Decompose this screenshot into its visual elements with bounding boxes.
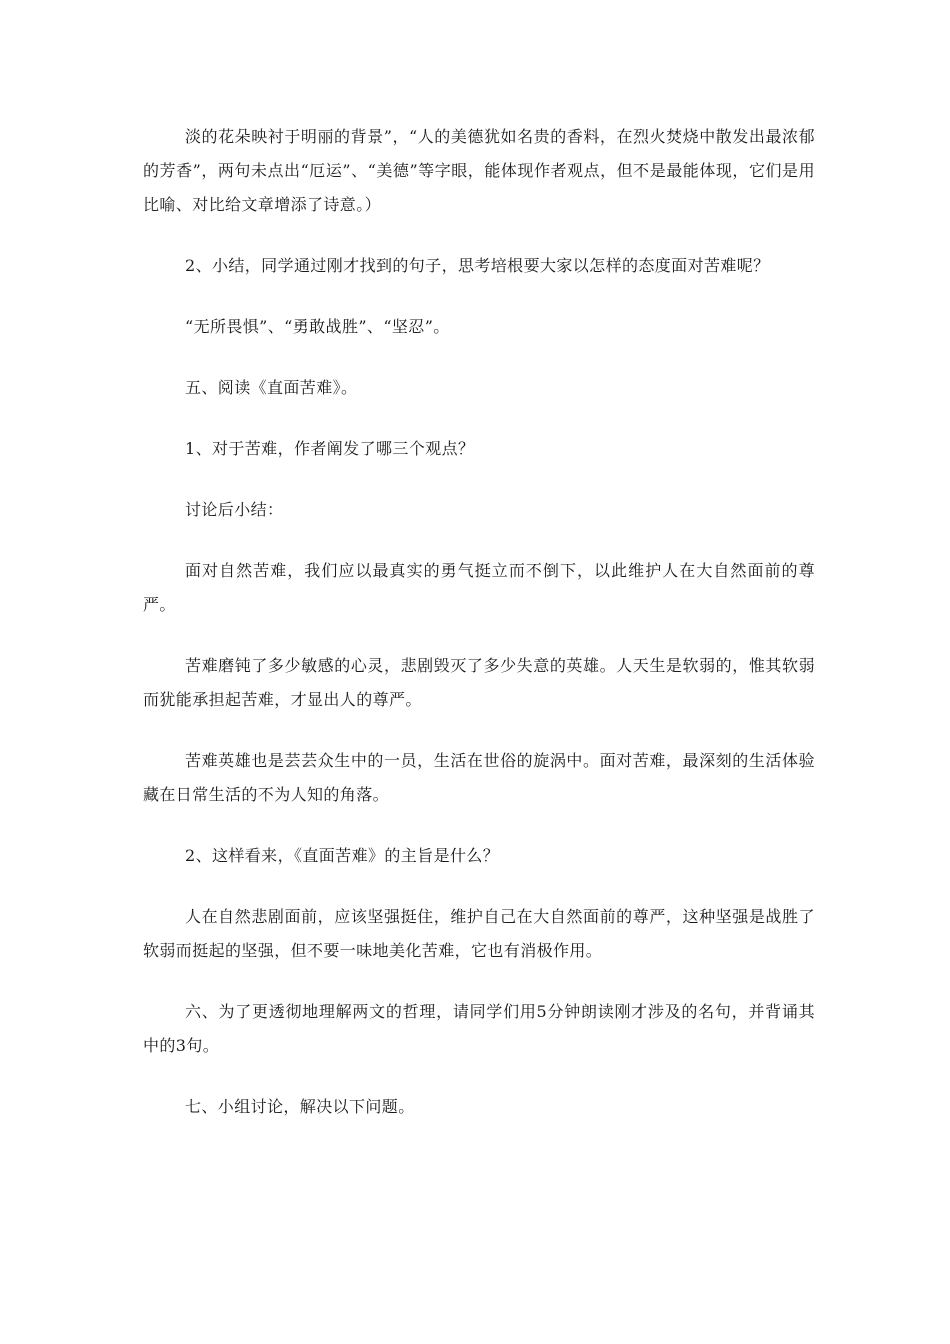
document-body xyxy=(143,120,815,1151)
paragraph-discussion-summary: 讨论后小结： xyxy=(185,500,284,519)
paragraph-question-viewpoints: 1、对于苦难，作者阐发了哪三个观点？ xyxy=(185,439,475,458)
section-heading-7: 七、小组讨论，解决以下问题。 xyxy=(185,1097,415,1116)
section-heading-6: 六、为了更透彻地理解两文的哲理，请同学们用5分钟朗读刚才涉及的名句，并背诵其中的3句。 xyxy=(143,1002,815,1055)
paragraph-viewpoint-1: 面对自然苦难，我们应以最真实的勇气挺立而不倒下，以此维护人在大自然面前的尊严。 xyxy=(143,561,815,614)
paragraph-theme-question: 2、这样看来，《直面苦难》的主旨是什么？ xyxy=(185,846,500,865)
paragraph-viewpoint-3: 苦难英雄也是芸芸众生中的一员，生活在世俗的旋涡中。面对苦难，最深刻的生活体验藏在日常生活的不为人知的角落。 xyxy=(143,751,815,804)
paragraph-summary-question: 2、小结，同学通过刚才找到的句子，思考培根要大家以怎样的态度面对苦难呢？ xyxy=(185,256,770,275)
paragraph-theme-answer: 人在自然悲剧面前，应该坚强挺住，维护自己在大自然面前的尊严，这种坚强是战胜了软弱而挺起的坚强，但不要一味地美化苦难，它也有消极作用。 xyxy=(143,907,815,960)
paragraph-quote-continuation: 淡的花朵映衬于明丽的背景”，“人的美德犹如名贵的香料，在烈火焚烧中散发出最浓郁的芳香”，两句未点出“厄运”、“美德”等字眼，能体现作者观点，但不是最能体现，它们是用比喻、对比给文章增添了诗意。） xyxy=(143,127,815,214)
paragraph-viewpoint-2: 苦难磨钝了多少敏感的心灵，悲剧毁灭了多少失意的英雄。人天生是软弱的，惟其软弱而犹能承担起苦难，才显出人的尊严。 xyxy=(143,656,815,709)
paragraph-attitude-answer: “无所畏惧”、“勇敢战胜”、“坚忍”。 xyxy=(185,317,450,336)
section-heading-5: 五、阅读《直面苦难》。 xyxy=(185,378,358,397)
